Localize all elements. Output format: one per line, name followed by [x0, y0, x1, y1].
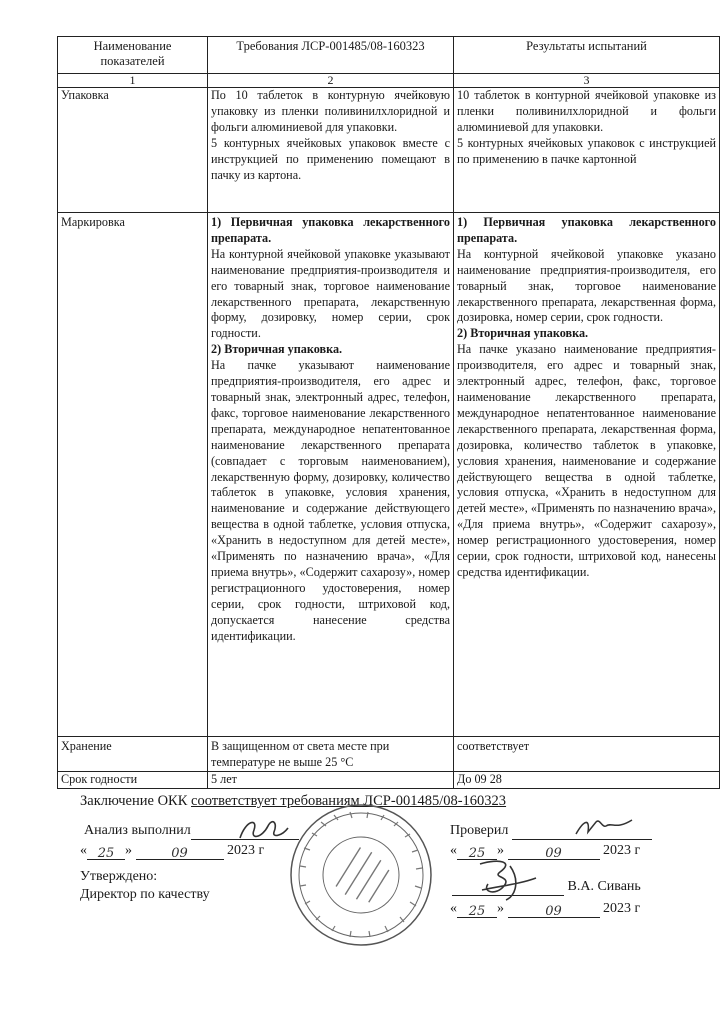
- marking-res-p1: На контурной ячейковой упаковке указано наименование предприятия-производителя, его товарный знак, торговое наименование лекарственного препарата, лекарственная форма, дозировка, номер серии, срок годности.: [457, 246, 716, 325]
- table-row-storage: [58, 737, 720, 772]
- marking-res-h1: 1) Первичная упаковка лекарственного препарата.: [457, 215, 716, 245]
- approved-label: Утверждено:: [80, 869, 158, 884]
- shelf-life-req: 5 лет: [208, 772, 454, 789]
- marking-req-h1: 1) Первичная упаковка лекарственного препарата.: [211, 215, 450, 245]
- quote-close: »: [497, 843, 504, 858]
- packaging-res-p1: 10 таблеток в контурной ячейковой упаковке из пленки поливинилхлоридной и фольги алюминиевой для упаковки.: [457, 88, 716, 134]
- director-label: Директор по качеству: [80, 887, 210, 902]
- marking-res-h2: 2) Вторичная упаковка.: [457, 326, 589, 341]
- quote-close: »: [125, 843, 132, 858]
- round-stamp: [286, 800, 436, 950]
- table-number-row: [58, 74, 720, 88]
- checker-signature: [572, 814, 636, 842]
- analysis-label: Анализ выполнил: [84, 823, 191, 838]
- director-year-suffix: г: [634, 901, 641, 916]
- quote-close: »: [497, 901, 504, 916]
- col-number-1: 1: [58, 74, 208, 88]
- row-name: Срок годности: [58, 772, 208, 789]
- storage-req: В защищенном от света месте при температуре не выше 25 °С: [208, 737, 454, 772]
- analyst-signature: [232, 812, 292, 848]
- packaging-req-p2: 5 контурных ячейковых упаковок вместе с инструкцией по применению помещают в пачку из картона.: [211, 135, 450, 182]
- table-row-packaging: [58, 88, 720, 213]
- quality-table: [57, 36, 720, 789]
- marking-req-p2: На пачке указывают наименование предприятия-производителя, его адрес и товарный знак, электронный адрес, телефон, факс, торговое наименование лекарственного препарата, международное непатентованное наименование лекарственного препарата (совпадает с торговым наименованием), лекарственную форму, дозировку, количество таблеток в упаковке, условия хранения, наименование и содержание действующего вещества в одной таблетке, условия отпуска, «Хранить в недоступном для детей месте», «Применять по назначению врача», «Для приема внутрь», «Содержит сахарозу», номер регистрационного удостоверения, номер серии, срок годности, штриховой код, допускается нанесение средства идентификации.: [211, 358, 450, 643]
- director-date-year: 2023: [603, 901, 631, 916]
- director-date-month: 09: [508, 903, 600, 918]
- director-date-day: 25: [457, 903, 497, 918]
- col-number-3: 3: [454, 74, 720, 88]
- director-name: В.А. Сивань: [567, 879, 641, 894]
- quote-open: «: [450, 843, 457, 858]
- table-row-shelf-life: [58, 772, 720, 789]
- row-name: Маркировка: [58, 213, 208, 737]
- analysis-year-suffix: г: [258, 843, 265, 858]
- conclusion-verdict: соответствует требованиям ЛСР-001485/08-160323: [191, 793, 507, 809]
- checked-date-year: 2023: [603, 843, 631, 858]
- checked-date-month: 09: [508, 845, 600, 860]
- table-header-row: [58, 37, 720, 74]
- row-name: Хранение: [58, 737, 208, 772]
- checked-date-day: 25: [457, 845, 497, 860]
- checked-year-suffix: г: [634, 843, 641, 858]
- table-row-marking: [58, 213, 720, 737]
- analysis-date-day: 25: [87, 845, 125, 860]
- marking-res-p2: На пачке указано наименование предприятия-производителя, его адрес и товарный знак, электронный адрес, телефон, факс, торговое наименование лекарственного препарата, международное непатентованное наименование лекарственного препарата, лекарственная форма, дозировка, количество таблеток в упаковке, условия хранения, наименование и содержание действующего вещества в одной таблетке, условия отпуска, «Хранить в недоступном для детей месте», «Применять по назначению врача», «Для приема внутрь», «Содержит сахарозу», номер регистрационного удостоверения, номер серии, срок годности, штриховой код, нанесены средства идентификации.: [457, 342, 716, 579]
- conclusion-prefix: Заключение ОКК: [80, 793, 192, 809]
- analysis-date-month: 09: [136, 845, 224, 860]
- packaging-req-p1: По 10 таблеток в контурную ячейковую упаковку из пленки поливинилхлоридной и фольги алюминиевой для упаковки.: [211, 88, 450, 134]
- marking-req-p1: На контурной ячейковой упаковке указывают наименование предприятия-производителя и его товарный знак, торговое наименование лекарственного препарата, лекарственную форму, дозировку, номер серии, срок годности.: [211, 246, 450, 341]
- marking-req-h2: 2) Вторичная упаковка.: [211, 342, 343, 357]
- header-results: Результаты испытаний: [454, 37, 720, 74]
- packaging-res-p2: 5 контурных ячейковых упаковок с инструкцией по применению в пачке картонной: [457, 135, 716, 166]
- shelf-life-res: До 09 28: [454, 772, 720, 789]
- director-signature: [470, 856, 540, 904]
- quote-open: «: [80, 843, 87, 858]
- storage-res: соответствует: [454, 737, 720, 772]
- quote-open: «: [450, 901, 457, 916]
- col-number-2: 2: [208, 74, 454, 88]
- checked-label: Проверил: [450, 823, 509, 838]
- row-name: Упаковка: [58, 88, 208, 213]
- header-indicator: Наименование показателей: [58, 37, 208, 74]
- header-requirements: Требования ЛСР-001485/08-160323: [208, 37, 454, 74]
- analysis-date-year: 2023: [227, 843, 255, 858]
